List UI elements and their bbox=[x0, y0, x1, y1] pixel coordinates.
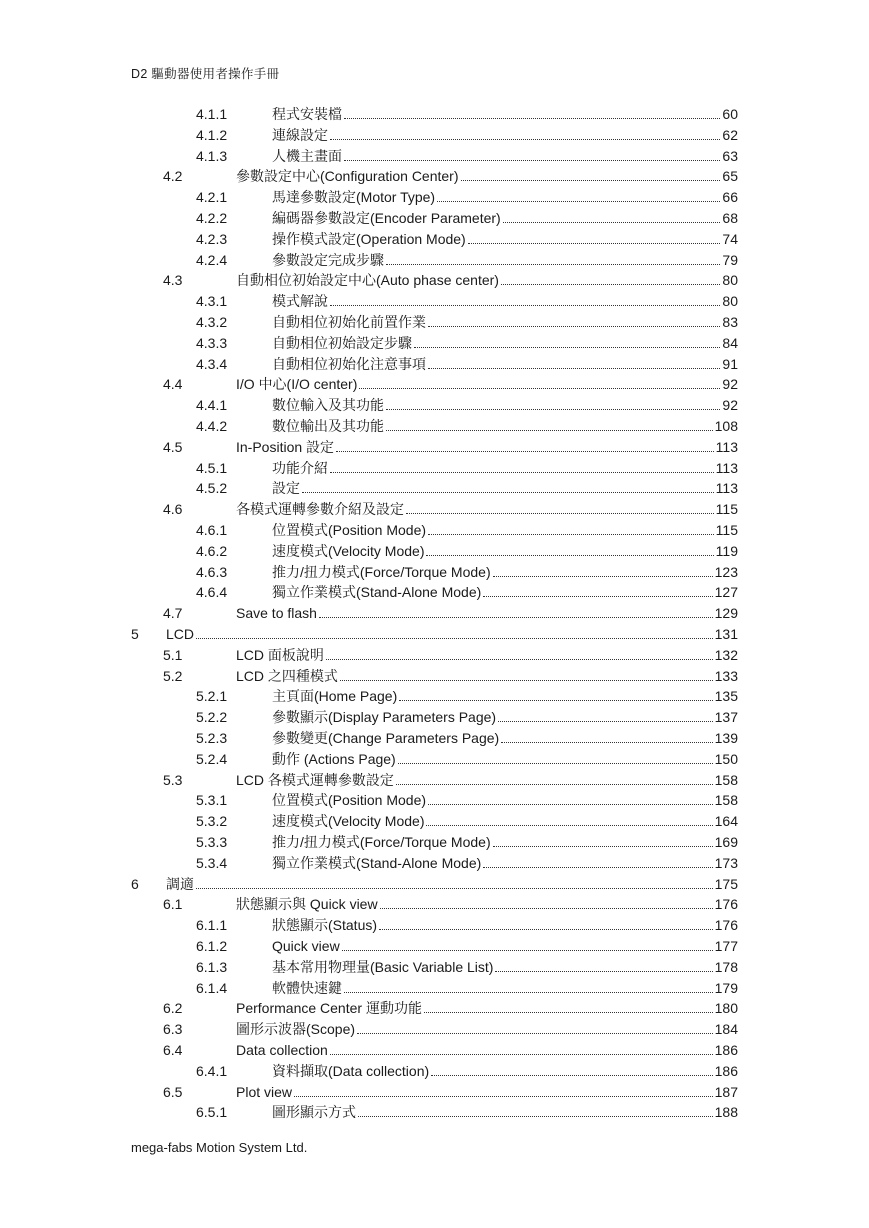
toc-entry-number: 6.2 bbox=[163, 1000, 183, 1017]
toc-entry[interactable] bbox=[163, 894, 738, 914]
toc-entry-title: 位置模式(Position Mode) bbox=[272, 792, 427, 809]
toc-entry-number: 6.1.3 bbox=[196, 958, 228, 975]
toc-entry[interactable] bbox=[163, 1082, 738, 1102]
toc-entry[interactable] bbox=[196, 790, 738, 810]
toc-entry-number: 4.6.4 bbox=[196, 584, 228, 601]
toc-entry-number: 4.2.4 bbox=[196, 251, 228, 268]
toc-entry-title: In-Position 設定 bbox=[236, 438, 335, 455]
toc-leader-dots bbox=[493, 846, 713, 847]
toc-entry-page: 84 bbox=[722, 334, 738, 351]
toc-entry-page: 92 bbox=[722, 397, 738, 414]
toc-entry-number: 4.6.1 bbox=[196, 522, 228, 538]
toc-entry-number: 6.1 bbox=[163, 896, 183, 913]
toc-entry[interactable] bbox=[163, 437, 738, 457]
toc-entry-number: 5.3.2 bbox=[196, 813, 228, 830]
toc-entry-page: 139 bbox=[714, 730, 738, 746]
toc-entry-page: 179 bbox=[714, 979, 738, 996]
toc-entry-page: 186 bbox=[714, 1062, 738, 1079]
toc-entry[interactable] bbox=[196, 541, 738, 561]
toc-leader-dots bbox=[330, 139, 720, 140]
toc-leader-dots bbox=[431, 1075, 712, 1076]
toc-entry[interactable] bbox=[163, 645, 738, 665]
toc-entry-number: 4.2 bbox=[163, 168, 183, 185]
toc-entry-page: 133 bbox=[714, 667, 738, 684]
toc-entry-page: 66 bbox=[722, 189, 738, 206]
toc-entry-page: 115 bbox=[715, 501, 738, 518]
toc-entry-title: 動作 (Actions Page) bbox=[272, 750, 396, 767]
toc-entry[interactable] bbox=[163, 499, 738, 519]
toc-entry-title: 自動相位初始設定步驟 bbox=[272, 334, 412, 351]
toc-entry-number: 6.5 bbox=[163, 1083, 183, 1100]
toc-entry-page: 158 bbox=[714, 771, 738, 788]
toc-entry-number: 4.4.1 bbox=[196, 397, 228, 414]
toc-leader-dots bbox=[340, 680, 713, 681]
toc-entry-title: 人機主畫面 bbox=[272, 147, 342, 164]
toc-entry-number: 4.2.1 bbox=[196, 189, 228, 206]
toc-entry-title: 自動相位初始化注意事項 bbox=[272, 355, 426, 372]
toc-entry-page: 175 bbox=[714, 875, 738, 892]
toc-entry-title: 操作模式設定(Operation Mode) bbox=[272, 230, 466, 247]
toc-entry[interactable] bbox=[196, 520, 738, 540]
toc-entry-page: 80 bbox=[722, 272, 738, 289]
toc-leader-dots bbox=[330, 305, 720, 306]
toc-leader-dots bbox=[483, 867, 712, 868]
toc-entry-number: 4.6 bbox=[163, 501, 183, 518]
toc-entry-page: 177 bbox=[714, 938, 738, 954]
toc-leader-dots bbox=[483, 596, 712, 597]
toc-entry-title: 參數設定中心(Configuration Center) bbox=[236, 168, 459, 185]
toc-entry-page: 158 bbox=[714, 792, 738, 809]
toc-entry[interactable] bbox=[196, 728, 738, 748]
toc-leader-dots bbox=[399, 700, 712, 701]
toc-entry[interactable] bbox=[196, 333, 738, 353]
toc-entry-page: 119 bbox=[715, 542, 738, 559]
toc-entry-page: 74 bbox=[722, 230, 738, 247]
toc-entry-page: 113 bbox=[715, 459, 738, 476]
toc-entry-title: 各模式運轉參數介紹及設定 bbox=[236, 501, 404, 518]
toc-entry-title: 軟體快速鍵 bbox=[272, 979, 342, 996]
toc-entry-number: 4.4 bbox=[163, 376, 183, 393]
toc-leader-dots bbox=[330, 472, 714, 473]
toc-entry-page: 108 bbox=[714, 418, 738, 434]
toc-leader-dots bbox=[501, 742, 712, 743]
toc-entry-page: 176 bbox=[714, 917, 738, 934]
toc-entry-number: 6 bbox=[131, 875, 139, 892]
toc-entry-number: 6.4.1 bbox=[196, 1062, 228, 1079]
toc-leader-dots bbox=[358, 1116, 713, 1117]
toc-entry-number: 4.5.2 bbox=[196, 480, 228, 497]
toc-entry[interactable] bbox=[196, 291, 738, 311]
toc-entry[interactable] bbox=[196, 749, 738, 769]
toc-entry-title: 自動相位初始設定中心(Auto phase center) bbox=[236, 272, 499, 289]
toc-entry-number: 5.2 bbox=[163, 667, 183, 684]
toc-entry[interactable] bbox=[163, 603, 738, 623]
toc-leader-dots bbox=[359, 388, 720, 389]
toc-leader-dots bbox=[503, 222, 721, 223]
toc-entry-title: 功能介紹 bbox=[272, 459, 328, 476]
toc-leader-dots bbox=[406, 513, 714, 514]
toc-entry-page: 180 bbox=[714, 1000, 738, 1017]
toc-entry-page: 178 bbox=[714, 958, 738, 975]
toc-entry-page: 113 bbox=[715, 480, 738, 497]
toc-entry-title: 圖形顯示方式 bbox=[272, 1104, 356, 1121]
toc-entry[interactable] bbox=[196, 478, 738, 498]
toc-entry-page: 80 bbox=[722, 293, 738, 310]
toc-entry-title: 圖形示波器(Scope) bbox=[236, 1021, 356, 1038]
toc-entry-number: 5 bbox=[131, 626, 139, 642]
toc-entry[interactable] bbox=[196, 1102, 738, 1122]
toc-leader-dots bbox=[414, 347, 720, 348]
toc-entry-page: 137 bbox=[714, 709, 738, 726]
toc-entry[interactable] bbox=[196, 1061, 738, 1081]
toc-entry-page: 83 bbox=[722, 314, 738, 330]
toc-entry-number: 6.4 bbox=[163, 1042, 183, 1058]
toc-entry-number: 4.5 bbox=[163, 438, 183, 455]
toc-entry-title: LCD 各模式運轉參數設定 bbox=[236, 771, 394, 788]
toc-entry-number: 5.2.3 bbox=[196, 730, 228, 746]
toc-entry-page: 129 bbox=[714, 605, 738, 622]
toc-entry-title: 程式安裝檔 bbox=[272, 106, 342, 122]
toc-entry[interactable] bbox=[131, 624, 738, 644]
toc-entry-page: 132 bbox=[714, 646, 738, 663]
toc-leader-dots bbox=[294, 1096, 713, 1097]
toc-entry-title: 速度模式(Velocity Mode) bbox=[272, 542, 425, 559]
toc-entry-title: Data collection bbox=[236, 1042, 328, 1058]
toc-entry-title: Quick view bbox=[272, 938, 340, 954]
toc-entry-page: 176 bbox=[714, 896, 738, 913]
toc-entry-page: 131 bbox=[714, 626, 738, 642]
toc-entry-title: 狀態顯示(Status) bbox=[272, 917, 378, 934]
toc-entry-title: Save to flash bbox=[236, 605, 317, 622]
toc-entry-title: 資料擷取(Data collection) bbox=[272, 1062, 430, 1079]
toc-entry[interactable] bbox=[131, 874, 738, 894]
toc-entry-title: 數位輸出及其功能 bbox=[272, 418, 384, 434]
toc-entry-page: 127 bbox=[714, 584, 738, 601]
toc-entry-title: 主頁面(Home Page) bbox=[272, 688, 398, 705]
toc-entry[interactable] bbox=[196, 707, 738, 727]
toc-entry-number: 5.2.1 bbox=[196, 688, 228, 705]
toc-entry-title: 連線設定 bbox=[272, 126, 328, 143]
toc-leader-dots bbox=[493, 576, 713, 577]
toc-entry-number: 4.1.2 bbox=[196, 126, 228, 143]
toc-leader-dots bbox=[386, 430, 713, 431]
toc-entry[interactable] bbox=[196, 312, 738, 332]
toc-entry-page: 184 bbox=[714, 1021, 738, 1038]
toc-entry-title: 速度模式(Velocity Mode) bbox=[272, 813, 425, 830]
toc-entry-number: 6.1.4 bbox=[196, 979, 228, 996]
toc-leader-dots bbox=[428, 368, 720, 369]
page-header: D2 驅動器使用者操作手冊 bbox=[131, 67, 280, 81]
toc-entry-number: 5.2.2 bbox=[196, 709, 228, 726]
toc-entry[interactable] bbox=[196, 187, 738, 207]
toc-entry-page: 65 bbox=[722, 168, 738, 185]
toc-leader-dots bbox=[437, 201, 720, 202]
toc-entry-number: 5.1 bbox=[163, 646, 183, 663]
toc-entry-title: 獨立作業模式(Stand-Alone Mode) bbox=[272, 584, 482, 601]
toc-entry-title: 推力/扭力模式(Force/Torque Mode) bbox=[272, 563, 491, 580]
toc-entry-number: 5.3.3 bbox=[196, 834, 228, 850]
toc-entry[interactable] bbox=[196, 250, 738, 270]
toc-leader-dots bbox=[386, 264, 720, 265]
toc-entry-title: LCD 之四種模式 bbox=[236, 667, 338, 684]
toc-entry-number: 5.3.1 bbox=[196, 792, 228, 809]
toc-entry-title: 獨立作業模式(Stand-Alone Mode) bbox=[272, 854, 482, 871]
toc-leader-dots bbox=[336, 451, 714, 452]
toc-entry[interactable] bbox=[196, 582, 738, 602]
toc-entry-page: 79 bbox=[722, 251, 738, 268]
toc-entry-page: 188 bbox=[714, 1104, 738, 1121]
toc-leader-dots bbox=[330, 1054, 713, 1055]
toc-entry-number: 4.2.3 bbox=[196, 230, 228, 247]
toc-entry[interactable] bbox=[196, 146, 738, 166]
page-footer: mega-fabs Motion System Ltd. bbox=[131, 1140, 308, 1155]
toc-entry-number: 4.3.1 bbox=[196, 293, 228, 310]
toc-entry-page: 186 bbox=[714, 1042, 738, 1058]
toc-entry-number: 5.2.4 bbox=[196, 750, 228, 767]
toc-entry-number: 4.2.2 bbox=[196, 210, 228, 226]
toc-leader-dots bbox=[426, 825, 712, 826]
toc-entry-number: 5.3 bbox=[163, 771, 183, 788]
toc-entry[interactable] bbox=[163, 770, 738, 790]
toc-leader-dots bbox=[501, 284, 720, 285]
toc-leader-dots bbox=[342, 950, 713, 951]
toc-entry-title: 參數變更(Change Parameters Page) bbox=[272, 730, 500, 746]
toc-entry[interactable] bbox=[196, 978, 738, 998]
toc-entry-title: 數位輸入及其功能 bbox=[272, 397, 384, 414]
toc-entry-title: 模式解說 bbox=[272, 293, 328, 310]
toc-entry-page: 113 bbox=[715, 438, 738, 455]
toc-entry-page: 115 bbox=[715, 522, 738, 538]
toc-entry-page: 187 bbox=[714, 1083, 738, 1100]
toc-entry-title: Plot view bbox=[236, 1083, 293, 1100]
toc-entry-number: 4.1.3 bbox=[196, 147, 228, 164]
toc-entry-number: 4.6.2 bbox=[196, 542, 228, 559]
toc-leader-dots bbox=[302, 492, 714, 493]
toc-leader-dots bbox=[498, 721, 713, 722]
toc-entry[interactable] bbox=[163, 998, 738, 1018]
toc-entry-page: 123 bbox=[714, 563, 738, 580]
toc-entry[interactable] bbox=[163, 166, 738, 186]
toc-leader-dots bbox=[379, 929, 713, 930]
toc-entry[interactable] bbox=[196, 915, 738, 935]
toc-entry-title: Performance Center 運動功能 bbox=[236, 1000, 422, 1017]
toc-entry[interactable] bbox=[196, 104, 738, 124]
toc-leader-dots bbox=[319, 617, 713, 618]
toc-entry-number: 4.3.4 bbox=[196, 355, 228, 372]
toc-entry-page: 135 bbox=[714, 688, 738, 705]
toc-leader-dots bbox=[326, 659, 713, 660]
toc-entry[interactable] bbox=[196, 208, 738, 228]
toc-leader-dots bbox=[428, 804, 713, 805]
toc-entry-page: 68 bbox=[722, 210, 738, 226]
toc-entry[interactable] bbox=[196, 458, 738, 478]
toc-leader-dots bbox=[426, 555, 713, 556]
toc-entry[interactable] bbox=[196, 832, 738, 852]
toc-leader-dots bbox=[428, 534, 714, 535]
toc-entry-title: 自動相位初始化前置作業 bbox=[272, 314, 426, 330]
toc-entry[interactable] bbox=[196, 853, 738, 873]
toc-entry-number: 6.1.1 bbox=[196, 917, 228, 934]
toc-leader-dots bbox=[357, 1033, 713, 1034]
toc-entry[interactable] bbox=[196, 686, 738, 706]
toc-entry[interactable] bbox=[196, 416, 738, 436]
toc-entry-page: 173 bbox=[714, 854, 738, 871]
toc-entry-title: 馬達參數設定(Motor Type) bbox=[272, 189, 436, 206]
toc-leader-dots bbox=[344, 160, 720, 161]
toc-entry-title: 狀態顯示與 Quick view bbox=[236, 896, 378, 913]
toc-leader-dots bbox=[344, 992, 713, 993]
toc-entry-number: 4.3.3 bbox=[196, 334, 228, 351]
toc-entry-title: 參數顯示(Display Parameters Page) bbox=[272, 709, 497, 726]
toc-entry-number: 4.7 bbox=[163, 605, 183, 622]
toc-entry-title: 參數設定完成步驟 bbox=[272, 251, 384, 268]
toc-leader-dots bbox=[344, 118, 720, 119]
toc-entry-number: 4.3.2 bbox=[196, 314, 228, 330]
toc-entry-title: 設定 bbox=[272, 480, 300, 497]
toc-entry-title: 推力/扭力模式(Force/Torque Mode) bbox=[272, 834, 491, 850]
toc-entry-title: I/O 中心(I/O center) bbox=[236, 376, 358, 393]
toc-entry-title: LCD bbox=[166, 626, 195, 642]
toc-entry-number: 4.4.2 bbox=[196, 418, 228, 434]
toc-entry-page: 63 bbox=[722, 147, 738, 164]
toc-entry-number: 6.1.2 bbox=[196, 938, 228, 954]
toc-leader-dots bbox=[380, 908, 713, 909]
toc-leader-dots bbox=[428, 326, 720, 327]
toc-entry-page: 60 bbox=[722, 106, 738, 122]
toc-leader-dots bbox=[495, 971, 712, 972]
toc-entry-number: 5.3.4 bbox=[196, 854, 228, 871]
toc-entry[interactable] bbox=[196, 229, 738, 249]
toc-entry[interactable] bbox=[196, 936, 738, 956]
toc-leader-dots bbox=[386, 409, 720, 410]
toc-entry[interactable] bbox=[196, 562, 738, 582]
toc-entry-page: 169 bbox=[714, 834, 738, 850]
toc-entry-number: 4.5.1 bbox=[196, 459, 228, 476]
toc-leader-dots bbox=[396, 784, 713, 785]
toc-entry[interactable] bbox=[196, 125, 738, 145]
toc-leader-dots bbox=[468, 243, 721, 244]
toc-entry-number: 6.5.1 bbox=[196, 1104, 228, 1121]
toc-entry[interactable] bbox=[163, 374, 738, 394]
toc-entry-page: 62 bbox=[722, 126, 738, 143]
toc-entry-title: 基本常用物理量(Basic Variable List) bbox=[272, 958, 494, 975]
toc-entry[interactable] bbox=[196, 957, 738, 977]
toc-entry[interactable] bbox=[163, 1040, 738, 1060]
toc-entry-number: 6.3 bbox=[163, 1021, 183, 1038]
toc-leader-dots bbox=[398, 763, 713, 764]
toc-entry[interactable] bbox=[196, 354, 738, 374]
toc-entry[interactable] bbox=[163, 270, 738, 290]
toc-entry-page: 92 bbox=[722, 376, 738, 393]
toc-entry[interactable] bbox=[196, 395, 738, 415]
toc-entry[interactable] bbox=[196, 811, 738, 831]
toc-leader-dots bbox=[461, 180, 721, 181]
toc-entry-title: 調適 bbox=[166, 875, 194, 892]
toc-entry[interactable] bbox=[163, 1019, 738, 1039]
toc-entry[interactable] bbox=[163, 666, 738, 686]
toc-entry-page: 164 bbox=[714, 813, 738, 830]
toc-leader-dots bbox=[196, 888, 713, 889]
toc-leader-dots bbox=[196, 638, 713, 639]
toc-leader-dots bbox=[424, 1012, 713, 1013]
toc-entry-title: 編碼器參數設定(Encoder Parameter) bbox=[272, 210, 501, 226]
toc-entry-title: LCD 面板說明 bbox=[236, 646, 324, 663]
toc-entry-number: 4.1.1 bbox=[196, 106, 228, 122]
toc-entry-number: 4.3 bbox=[163, 272, 183, 289]
toc-entry-title: 位置模式(Position Mode) bbox=[272, 522, 427, 538]
toc-entry-page: 150 bbox=[714, 750, 738, 767]
toc-entry-page: 91 bbox=[722, 355, 738, 372]
toc-entry-number: 4.6.3 bbox=[196, 563, 228, 580]
